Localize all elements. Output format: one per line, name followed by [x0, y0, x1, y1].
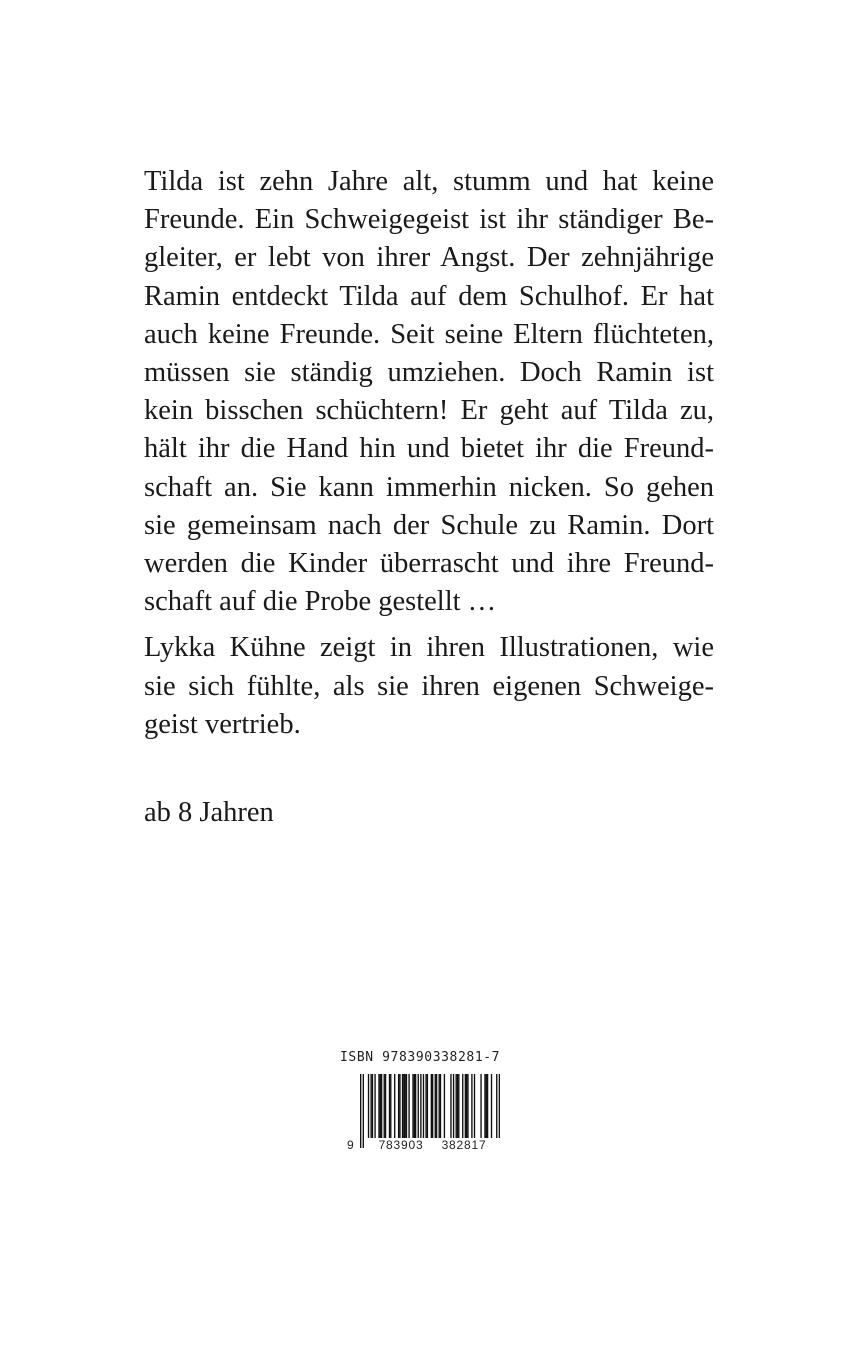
barcode-bar: [435, 1074, 436, 1138]
barcode-digits-left: 783903: [373, 1138, 429, 1152]
text-line: gleiter, er lebt von ihrer Angst. Der zehnjährige: [144, 242, 714, 274]
barcode-bar: [368, 1074, 369, 1138]
barcode-bar: [378, 1074, 379, 1138]
barcode-bar: [467, 1074, 468, 1138]
barcode-bar: [423, 1074, 424, 1148]
isbn-label: ISBN 978390338281-7: [340, 1050, 501, 1065]
barcode-bar: [385, 1074, 386, 1138]
barcode-bar: [439, 1074, 440, 1138]
isbn-barcode: [340, 1050, 510, 1150]
text-line: Ramin entdeckt Tilda auf dem Schulhof. Er hat: [144, 280, 714, 312]
barcode-bar: [453, 1074, 454, 1138]
barcode-bar: [466, 1074, 467, 1138]
barcode-bar: [412, 1074, 413, 1138]
barcode-bar: [404, 1074, 405, 1138]
barcode-bar: [418, 1074, 419, 1138]
text-line: geist vertrieb.: [144, 708, 301, 740]
barcode-bar: [465, 1074, 466, 1138]
barcode-bar: [474, 1074, 475, 1138]
barcode-bar: [390, 1074, 391, 1138]
barcode-bar: [431, 1074, 432, 1138]
barcode-bar: [486, 1074, 487, 1138]
text-line: schaft auf die Probe gestellt …: [144, 586, 497, 618]
text-line: Lykka Kühne zeigt in ihren Illustrationen, wie: [144, 632, 714, 664]
text-line: Tilda ist zehn Jahre alt, stumm und hat keine: [144, 166, 714, 197]
barcode-bar: [484, 1074, 485, 1138]
text-line: sie sich fühlte, als sie ihren eigenen Schweige-: [144, 670, 714, 702]
barcode-bar: [402, 1074, 403, 1138]
text-line: hält ihr die Hand hin und bietet ihr die Freund-: [144, 433, 714, 465]
barcode-digits-right: 382817: [435, 1138, 493, 1152]
barcode-bar: [499, 1074, 500, 1138]
barcode-bar: [457, 1074, 458, 1138]
barcode-digit-first: 9: [347, 1138, 354, 1152]
barcode-bar: [414, 1074, 415, 1138]
text-line: werden die Kinder überrascht und ihre Freund-: [144, 548, 714, 580]
barcode-bar: [389, 1074, 390, 1138]
barcode-bar: [491, 1074, 492, 1138]
barcode-bar: [471, 1074, 472, 1138]
barcode-bar: [374, 1074, 375, 1138]
barcode-bar: [444, 1074, 445, 1138]
description-paragraph-1: [144, 163, 714, 621]
text-line: kein bisschen schüchtern! Er geht auf Tilda zu,: [144, 395, 714, 427]
paragraph-spacer: [144, 621, 714, 629]
barcode-bar: [408, 1074, 409, 1138]
barcode-bar: [360, 1074, 361, 1148]
barcode-bar: [462, 1074, 463, 1138]
barcode-bar: [403, 1074, 404, 1138]
barcode-bar: [415, 1074, 416, 1138]
text-line: sie gemeinsam nach der Schule zu Ramin. Dort: [144, 509, 714, 541]
age-recommendation: ab 8 Jahren: [144, 797, 274, 828]
barcode-bar: [436, 1074, 437, 1138]
barcode-bar: [372, 1074, 373, 1138]
barcode-bar: [381, 1074, 382, 1138]
barcode-bar: [384, 1074, 385, 1138]
description-text: [144, 163, 714, 744]
description-paragraph-2: [144, 629, 714, 744]
barcode-bar: [406, 1074, 407, 1138]
barcode-bar: [432, 1074, 433, 1138]
text-line: Freunde. Ein Schweigegeist ist ihr ständiger Be-: [144, 204, 714, 236]
barcode-bars: [360, 1074, 500, 1148]
barcode-bar: [440, 1074, 441, 1138]
barcode-bar: [450, 1074, 451, 1138]
barcode-bar: [394, 1074, 395, 1138]
text-line: auch keine Freunde. Seit seine Eltern flüchteten,: [144, 318, 714, 350]
barcode-bar: [399, 1074, 400, 1138]
barcode-bar: [427, 1074, 428, 1138]
barcode-bar: [425, 1074, 426, 1138]
barcode-bar: [398, 1074, 399, 1138]
barcode-bar: [487, 1074, 488, 1138]
barcode-bar: [456, 1074, 457, 1138]
barcode-bar: [480, 1074, 481, 1148]
text-line: schaft an. Sie kann immerhin nicken. So gehen: [144, 471, 714, 503]
barcode-bar: [363, 1074, 364, 1148]
barcode-bar: [458, 1074, 459, 1138]
barcode-bar: [496, 1074, 497, 1138]
barcode-bar: [380, 1074, 381, 1138]
text-line: müssen sie ständig umziehen. Doch Ramin ist: [144, 357, 714, 389]
barcode-bar: [370, 1074, 371, 1138]
barcode-bar: [420, 1074, 421, 1148]
